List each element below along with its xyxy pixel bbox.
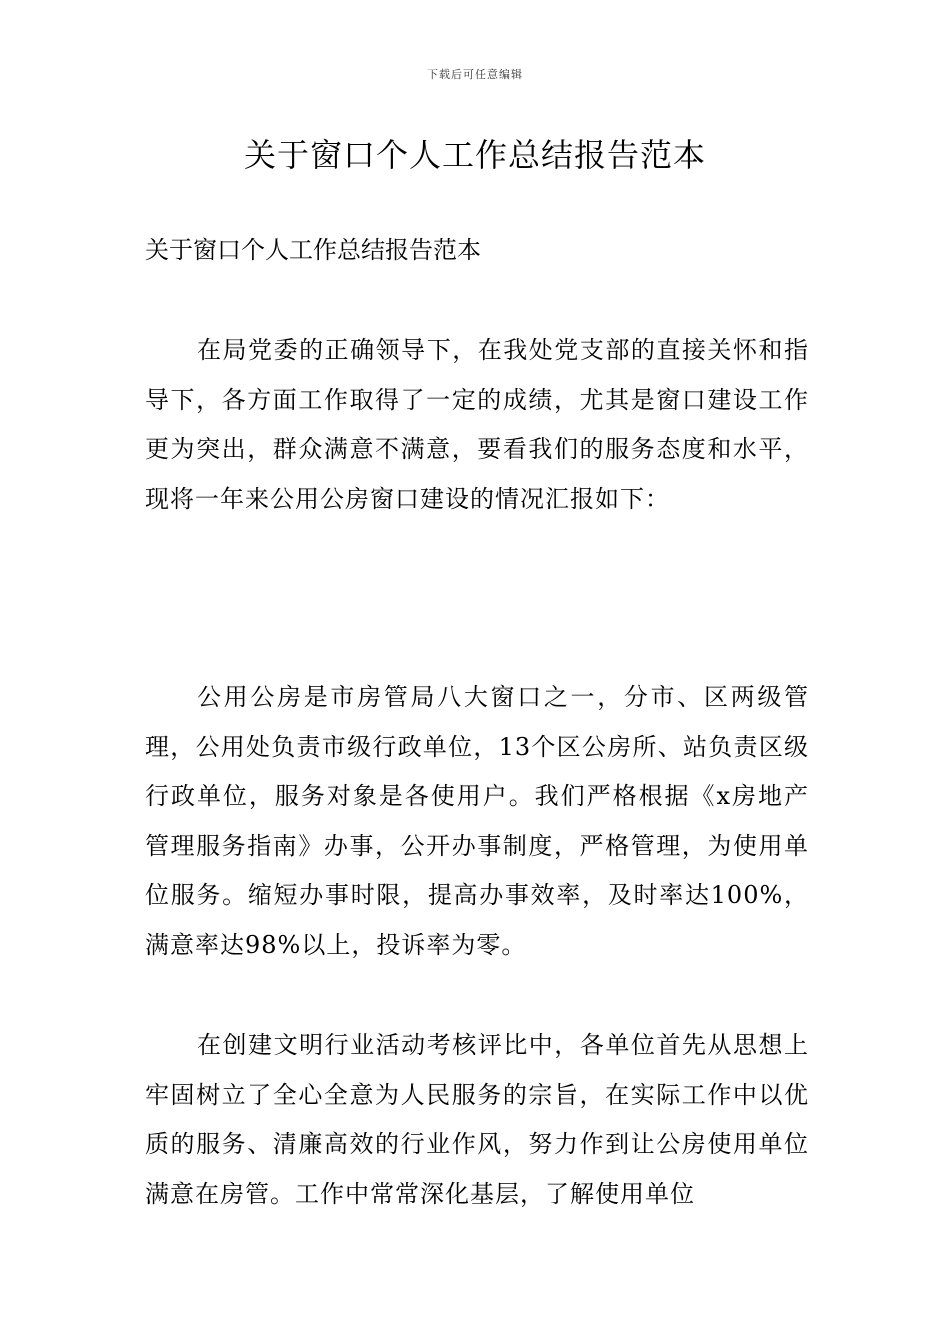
paragraph-intro: 在局党委的正确领导下，在我处党支部的直接关怀和指导下，各方面工作取得了一定的成绩，尤其是窗口建设工作更为突出，群众满意不满意，要看我们的服务态度和水平，现将一年来公用公房窗口建设的情况汇报如下：	[145, 336, 809, 513]
paragraph-civilization: 在创建文明行业活动考核评比中，各单位首先从思想上牢固树立了全心全意为人民服务的宗旨，在实际工作中以优质的服务、清廉高效的行业作风，努力作到让公房使用单位满意在房管。工作中常常深化基层，了解使用单位	[145, 1031, 809, 1208]
header-note: 下载后可任意编辑	[427, 68, 523, 81]
document-title: 关于窗口个人工作总结报告范本	[243, 136, 706, 174]
document-subtitle: 关于窗口个人工作总结报告范本	[145, 236, 481, 264]
paragraph-overview: 公用公房是市房管局八大窗口之一，分市、区两级管理，公用处负责市级行政单位，13个区公房所、站负责区级行政单位，服务对象是各使用户。我们严格根据《x房地产管理服务指南》办事，公开办事制度，严格管理，为使用单位服务。缩短办事时限，提高办事效率，及时率达100%，满意率达98%以上，投诉率为零。	[145, 683, 809, 959]
